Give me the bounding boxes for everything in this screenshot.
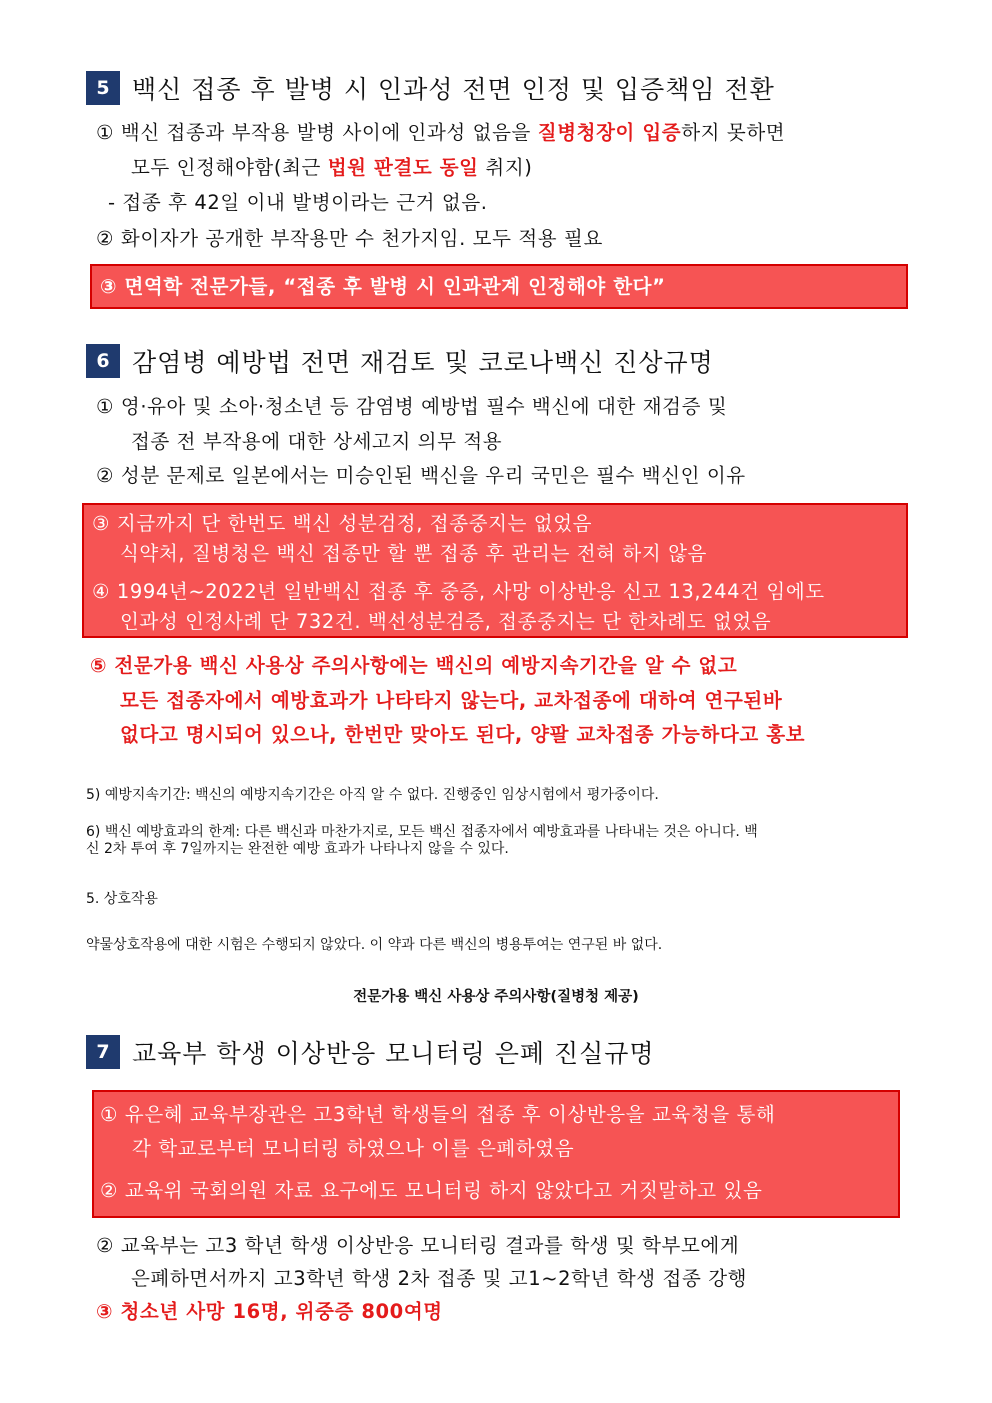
note-interaction-text: 약물상호작용에 대한 시험은 수행되지 않았다. 이 약과 다른 백신의 병용투여는 연구된 바 없다. xyxy=(86,937,663,953)
note-efficacy-limit-line2: 신 2차 투여 후 7일까지는 완전한 예방 효과가 나타나지 않을 수 있다. xyxy=(86,841,509,857)
s5-item1-highlight: 질병청장이 입증 xyxy=(537,121,682,144)
s5-item1-line1 xyxy=(96,120,785,146)
section-6-header xyxy=(86,341,714,381)
s7-box-item1-line2: 각 학교로부터 모니터링 하였으나 이를 은폐하였음 xyxy=(132,1137,575,1160)
s6-item5-line3: 없다고 명시되어 있으나, 한번만 맞아도 된다, 양팔 교차접종 가능하다고 홍보 xyxy=(120,723,806,746)
section-7-header xyxy=(86,1032,655,1072)
note-interaction-heading: 5. 상호작용 xyxy=(86,891,158,907)
section-5-title: 백신 접종 후 발병 시 인과성 전면 인정 및 입증책임 전환 xyxy=(132,75,775,104)
note-prevention-duration: 5) 예방지속기간: 백신의 예방지속기간은 아직 알 수 없다. 진행중인 임상시험에서 평가중이다. xyxy=(86,787,659,803)
section-5-header xyxy=(86,68,775,108)
s6-box-item3-line1: ③ 지금까지 단 한번도 백신 성분검정, 접종중지는 없었음 xyxy=(92,512,593,535)
note-efficacy-limit-line1: 6) 백신 예방효과의 한계: 다른 백신과 마찬가지로, 모든 백신 접종자에서 예방효과를 나타내는 것은 아니다. 백 xyxy=(86,824,758,840)
s6-item1-line2: 접종 전 부작용에 대한 상세고지 의무 적용 xyxy=(131,430,503,453)
s6-box-item3-line2: 식약처, 질병청은 백신 접종만 할 뿐 접종 후 관리는 전혀 하지 않음 xyxy=(120,542,707,565)
s6-red-box xyxy=(82,503,908,638)
section-7-number: 7 xyxy=(86,1035,120,1069)
s7-box-item2: ② 교육위 국회의원 자료 요구에도 모니터링 하지 않았다고 거짓말하고 있음 xyxy=(100,1179,763,1202)
s6-box-item4-line1: ④ 1994년~2022년 일반백신 접종 후 중증, 사망 이상반응 신고 13,244건 임에도 xyxy=(92,580,825,603)
section-6-number: 6 xyxy=(86,344,120,378)
s5-dash-item: - 접종 후 42일 이내 발병이라는 근거 없음. xyxy=(108,191,488,214)
s5-item1-line2-text-a: 모두 인정해야함(최근 xyxy=(131,156,328,179)
s6-item5-line1: ⑤ 전문가용 백신 사용상 주의사항에는 백신의 예방지속기간을 알 수 없고 xyxy=(90,654,738,677)
s6-item2: ② 성분 문제로 일본에서는 미승인된 백신을 우리 국민은 필수 백신인 이유 xyxy=(96,464,746,487)
s7-item3: ③ 청소년 사망 16명, 위중증 800여명 xyxy=(96,1300,443,1323)
section-6-title: 감염병 예방법 전면 재검토 및 코로나백신 진상규명 xyxy=(132,348,714,377)
s5-item1-text-a: ① 백신 접종과 부작용 발병 사이에 인과성 없음을 xyxy=(96,121,538,144)
s5-item1-text-b: 하지 못하면 xyxy=(681,121,786,144)
s5-item1-line2 xyxy=(131,155,532,181)
s6-box-item4-line2: 인과성 인정사례 단 732건. 백선성분검증, 접종중지는 단 한차례도 없었음 xyxy=(120,610,772,633)
section-5-number: 5 xyxy=(86,71,120,105)
s5-box-item3: ③ 면역학 전문가들, “접종 후 발병 시 인과관계 인정해야 한다” xyxy=(100,275,666,298)
s7-box-item1-line1: ① 유은혜 교육부장관은 고3학년 학생들의 접종 후 이상반응을 교육청을 통해 xyxy=(100,1103,776,1126)
s7-item2-line2: 은폐하면서까지 고3학년 학생 2차 접종 및 고1~2학년 학생 접종 강행 xyxy=(131,1267,748,1290)
s7-red-box xyxy=(92,1090,900,1218)
s5-item1-line2-highlight: 법원 판결도 동일 xyxy=(327,156,479,179)
s5-item2: ② 화이자가 공개한 부작용만 수 천가지임. 모두 적용 필요 xyxy=(96,227,603,250)
s5-item1-line2-text-b: 취지) xyxy=(478,156,533,179)
section-7-title: 교육부 학생 이상반응 모니터링 은폐 진실규명 xyxy=(132,1039,655,1068)
image-caption: 전문가용 백신 사용상 주의사항(질병청 제공) xyxy=(353,989,639,1005)
s7-item2-line1: ② 교육부는 고3 학년 학생 이상반응 모니터링 결과를 학생 및 학부모에게 xyxy=(96,1234,740,1257)
s6-item5-line2: 모든 접종자에서 예방효과가 나타타지 않는다, 교차접종에 대하여 연구된바 xyxy=(120,689,783,712)
s6-item1-line1: ① 영·유아 및 소아·청소년 등 감염병 예방법 필수 백신에 대한 재검증 및 xyxy=(96,395,728,418)
s5-red-box xyxy=(90,264,908,309)
